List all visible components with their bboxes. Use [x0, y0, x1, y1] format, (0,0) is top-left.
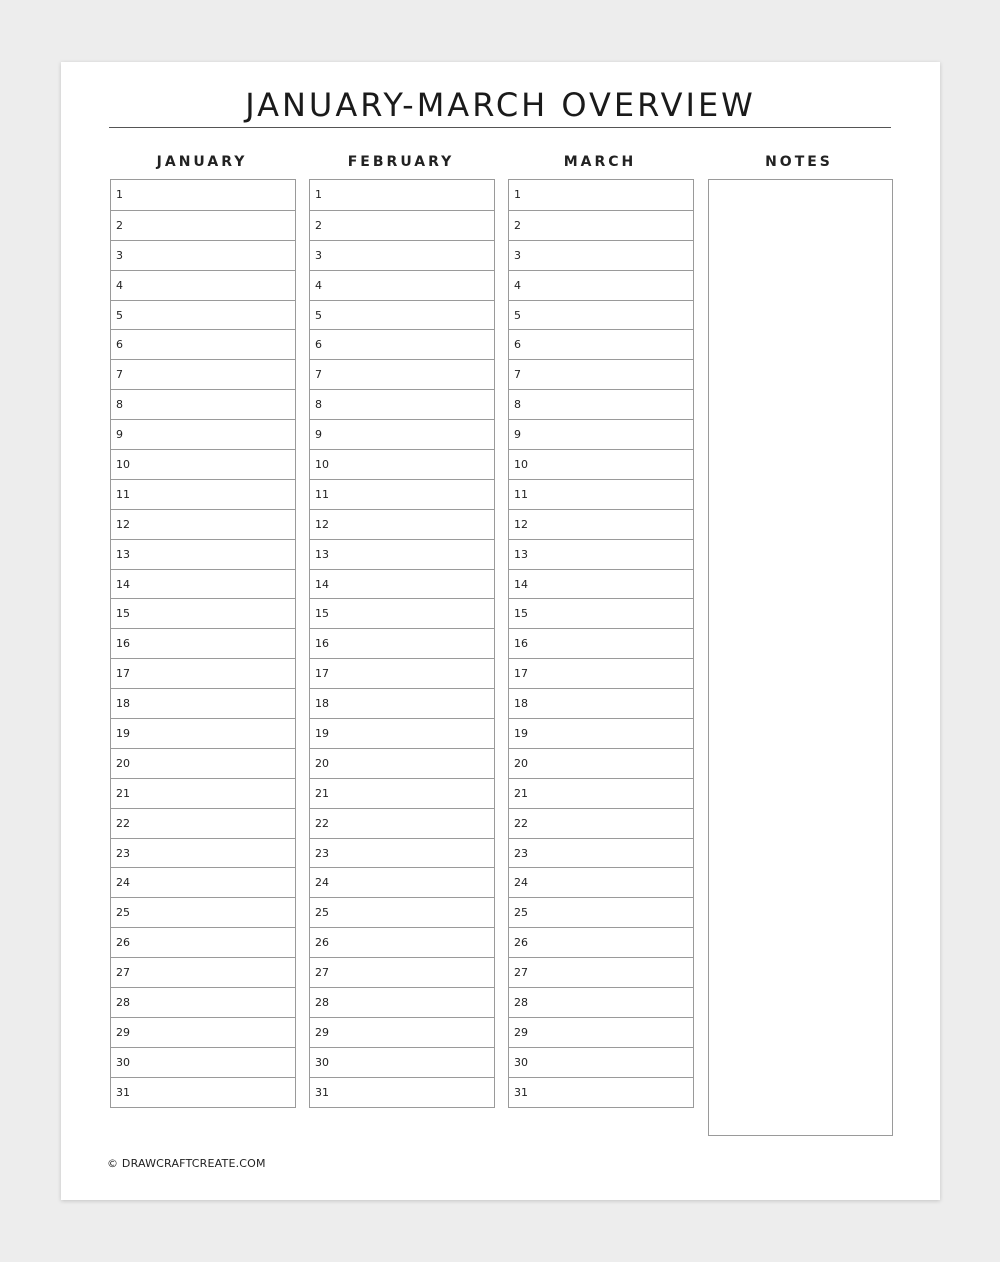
day-number: 19: [514, 727, 528, 741]
day-number: 24: [116, 876, 130, 890]
day-number: 14: [514, 577, 528, 591]
day-row[interactable]: [509, 628, 693, 658]
day-number: 6: [116, 338, 123, 352]
day-row[interactable]: [509, 419, 693, 449]
day-number: 5: [514, 308, 521, 322]
day-row[interactable]: [509, 1077, 693, 1107]
day-row[interactable]: [509, 1047, 693, 1077]
day-row[interactable]: [310, 628, 494, 658]
day-row[interactable]: [111, 598, 295, 628]
day-number: 16: [116, 637, 130, 651]
day-number: 6: [315, 338, 322, 352]
day-row[interactable]: [111, 1047, 295, 1077]
day-number: 19: [116, 727, 130, 741]
day-number: 11: [116, 487, 130, 501]
day-number: 8: [315, 398, 322, 412]
day-row[interactable]: [509, 838, 693, 868]
day-row[interactable]: [111, 180, 295, 210]
day-number: 1: [315, 188, 322, 201]
day-number: 15: [315, 607, 329, 621]
day-number: 25: [514, 906, 528, 920]
day-number: 24: [514, 876, 528, 890]
day-number: 13: [514, 547, 528, 561]
day-row[interactable]: [111, 359, 295, 389]
day-number: 18: [315, 697, 329, 711]
day-number: 6: [514, 338, 521, 352]
day-number: 18: [514, 697, 528, 711]
day-row[interactable]: [310, 688, 494, 718]
day-number: 2: [514, 218, 521, 232]
day-row[interactable]: [310, 867, 494, 897]
day-number: 13: [116, 547, 130, 561]
day-number: 30: [315, 1055, 329, 1069]
day-number: 30: [514, 1055, 528, 1069]
day-row[interactable]: [310, 987, 494, 1017]
day-number: 10: [315, 458, 329, 472]
day-number: 27: [315, 966, 329, 980]
day-number: 12: [315, 517, 329, 531]
day-row[interactable]: [310, 270, 494, 300]
day-number: 31: [116, 1085, 130, 1099]
day-number: 16: [514, 637, 528, 651]
day-number: 11: [514, 487, 528, 501]
january-day-list: [110, 179, 296, 1108]
day-row[interactable]: [509, 539, 693, 569]
day-row[interactable]: [310, 598, 494, 628]
day-row[interactable]: [509, 329, 693, 359]
day-number: 21: [116, 786, 130, 800]
day-number: 26: [514, 936, 528, 950]
day-number: 10: [116, 458, 130, 472]
day-number: 20: [514, 756, 528, 770]
day-row[interactable]: [111, 987, 295, 1017]
day-row[interactable]: [310, 449, 494, 479]
day-row[interactable]: [509, 569, 693, 599]
day-row[interactable]: [509, 748, 693, 778]
day-number: 21: [514, 786, 528, 800]
day-number: 4: [315, 278, 322, 292]
day-row[interactable]: [111, 210, 295, 240]
day-number: 4: [116, 278, 123, 292]
day-number: 12: [116, 517, 130, 531]
day-row[interactable]: [111, 300, 295, 330]
day-row[interactable]: [310, 808, 494, 838]
day-row[interactable]: [111, 389, 295, 419]
day-row[interactable]: [310, 359, 494, 389]
page-title: JANUARY-MARCH OVERVIEW: [245, 86, 756, 124]
day-row[interactable]: [111, 329, 295, 359]
day-row[interactable]: [111, 419, 295, 449]
day-row[interactable]: [509, 808, 693, 838]
day-number: 23: [116, 846, 130, 860]
day-number: 4: [514, 278, 521, 292]
day-number: 27: [514, 966, 528, 980]
february-day-list: [309, 179, 495, 1108]
day-row[interactable]: [509, 180, 693, 210]
day-number: 31: [315, 1085, 329, 1099]
day-row[interactable]: [509, 658, 693, 688]
day-row[interactable]: [509, 867, 693, 897]
day-row[interactable]: [310, 539, 494, 569]
day-row[interactable]: [111, 778, 295, 808]
day-row[interactable]: [509, 598, 693, 628]
day-row[interactable]: [509, 1017, 693, 1047]
day-number: 25: [315, 906, 329, 920]
day-number: 13: [315, 547, 329, 561]
day-row[interactable]: [310, 927, 494, 957]
day-number: 2: [116, 218, 123, 232]
day-row[interactable]: [509, 778, 693, 808]
day-number: 2: [315, 218, 322, 232]
day-row[interactable]: [111, 270, 295, 300]
day-number: 15: [514, 607, 528, 621]
day-number: 30: [116, 1055, 130, 1069]
notes-area[interactable]: [708, 179, 893, 1136]
day-number: 29: [315, 1025, 329, 1039]
day-row[interactable]: [310, 838, 494, 868]
day-number: 22: [315, 816, 329, 830]
day-row[interactable]: [310, 479, 494, 509]
day-number: 17: [514, 667, 528, 681]
day-row[interactable]: [111, 897, 295, 927]
day-number: 5: [315, 308, 322, 322]
day-row[interactable]: [509, 897, 693, 927]
day-number: 1: [514, 188, 521, 201]
day-row[interactable]: [509, 359, 693, 389]
day-number: 28: [514, 996, 528, 1010]
day-number: 9: [116, 428, 123, 442]
day-row[interactable]: [509, 210, 693, 240]
day-row[interactable]: [310, 748, 494, 778]
day-row[interactable]: [509, 479, 693, 509]
day-row[interactable]: [111, 569, 295, 599]
day-number: 7: [514, 368, 521, 382]
day-number: 25: [116, 906, 130, 920]
day-row[interactable]: [310, 897, 494, 927]
day-number: 28: [315, 996, 329, 1010]
day-row[interactable]: [310, 778, 494, 808]
day-number: 23: [514, 846, 528, 860]
day-row[interactable]: [111, 539, 295, 569]
day-row[interactable]: [509, 688, 693, 718]
day-number: 24: [315, 876, 329, 890]
day-row[interactable]: [310, 509, 494, 539]
day-number: 20: [116, 756, 130, 770]
day-row[interactable]: [310, 389, 494, 419]
day-number: 29: [514, 1025, 528, 1039]
day-row[interactable]: [111, 628, 295, 658]
day-number: 10: [514, 458, 528, 472]
day-number: 20: [315, 756, 329, 770]
march-header: MARCH: [563, 154, 637, 170]
day-number: 18: [116, 697, 130, 711]
day-row[interactable]: [509, 449, 693, 479]
day-number: 31: [514, 1085, 528, 1099]
day-row[interactable]: [509, 927, 693, 957]
day-row[interactable]: [111, 479, 295, 509]
day-row[interactable]: [111, 1077, 295, 1107]
day-number: 21: [315, 786, 329, 800]
day-row[interactable]: [310, 1017, 494, 1047]
day-row[interactable]: [509, 300, 693, 330]
day-number: 8: [116, 398, 123, 412]
day-row[interactable]: [111, 838, 295, 868]
day-number: 22: [116, 816, 130, 830]
day-number: 17: [315, 667, 329, 681]
day-number: 9: [514, 428, 521, 442]
day-row[interactable]: [509, 718, 693, 748]
day-row[interactable]: [310, 419, 494, 449]
day-number: 1: [116, 188, 123, 201]
day-row[interactable]: [111, 718, 295, 748]
day-row[interactable]: [310, 569, 494, 599]
day-number: 22: [514, 816, 528, 830]
day-row[interactable]: [310, 1047, 494, 1077]
day-row[interactable]: [310, 240, 494, 270]
day-number: 26: [315, 936, 329, 950]
notes-header: NOTES: [765, 154, 833, 170]
march-day-list: [508, 179, 694, 1108]
day-row[interactable]: [509, 240, 693, 270]
day-row[interactable]: [111, 449, 295, 479]
day-number: 9: [315, 428, 322, 442]
day-number: 3: [116, 248, 123, 262]
day-row[interactable]: [509, 509, 693, 539]
day-row[interactable]: [310, 180, 494, 210]
day-row[interactable]: [509, 957, 693, 987]
day-row[interactable]: [310, 957, 494, 987]
day-number: 5: [116, 308, 123, 322]
february-header: FEBRUARY: [347, 154, 455, 170]
day-row[interactable]: [509, 389, 693, 419]
copyright-footer: © DRAWCRAFTCREATE.COM: [107, 1157, 266, 1170]
day-number: 3: [514, 248, 521, 262]
day-row[interactable]: [111, 688, 295, 718]
day-row[interactable]: [310, 718, 494, 748]
day-row[interactable]: [111, 927, 295, 957]
day-number: 7: [315, 368, 322, 382]
day-row[interactable]: [509, 270, 693, 300]
planner-sheet: [61, 62, 940, 1200]
day-number: 19: [315, 727, 329, 741]
day-row[interactable]: [509, 987, 693, 1017]
day-row[interactable]: [310, 1077, 494, 1107]
day-number: 14: [315, 577, 329, 591]
day-number: 12: [514, 517, 528, 531]
day-row[interactable]: [111, 748, 295, 778]
day-row[interactable]: [111, 808, 295, 838]
day-number: 27: [116, 966, 130, 980]
day-number: 8: [514, 398, 521, 412]
january-header: JANUARY: [156, 154, 248, 170]
day-number: 15: [116, 607, 130, 621]
day-number: 17: [116, 667, 130, 681]
day-number: 29: [116, 1025, 130, 1039]
day-number: 7: [116, 368, 123, 382]
day-number: 14: [116, 577, 130, 591]
day-row[interactable]: [111, 658, 295, 688]
day-row[interactable]: [310, 210, 494, 240]
day-row[interactable]: [111, 509, 295, 539]
day-row[interactable]: [111, 240, 295, 270]
day-row[interactable]: [310, 329, 494, 359]
day-number: 11: [315, 487, 329, 501]
day-number: 26: [116, 936, 130, 950]
day-number: 23: [315, 846, 329, 860]
title-divider: [109, 127, 891, 128]
day-number: 3: [315, 248, 322, 262]
day-row[interactable]: [111, 1017, 295, 1047]
day-number: 28: [116, 996, 130, 1010]
day-number: 16: [315, 637, 329, 651]
day-row[interactable]: [310, 658, 494, 688]
day-row[interactable]: [310, 300, 494, 330]
day-row[interactable]: [111, 957, 295, 987]
day-row[interactable]: [111, 867, 295, 897]
